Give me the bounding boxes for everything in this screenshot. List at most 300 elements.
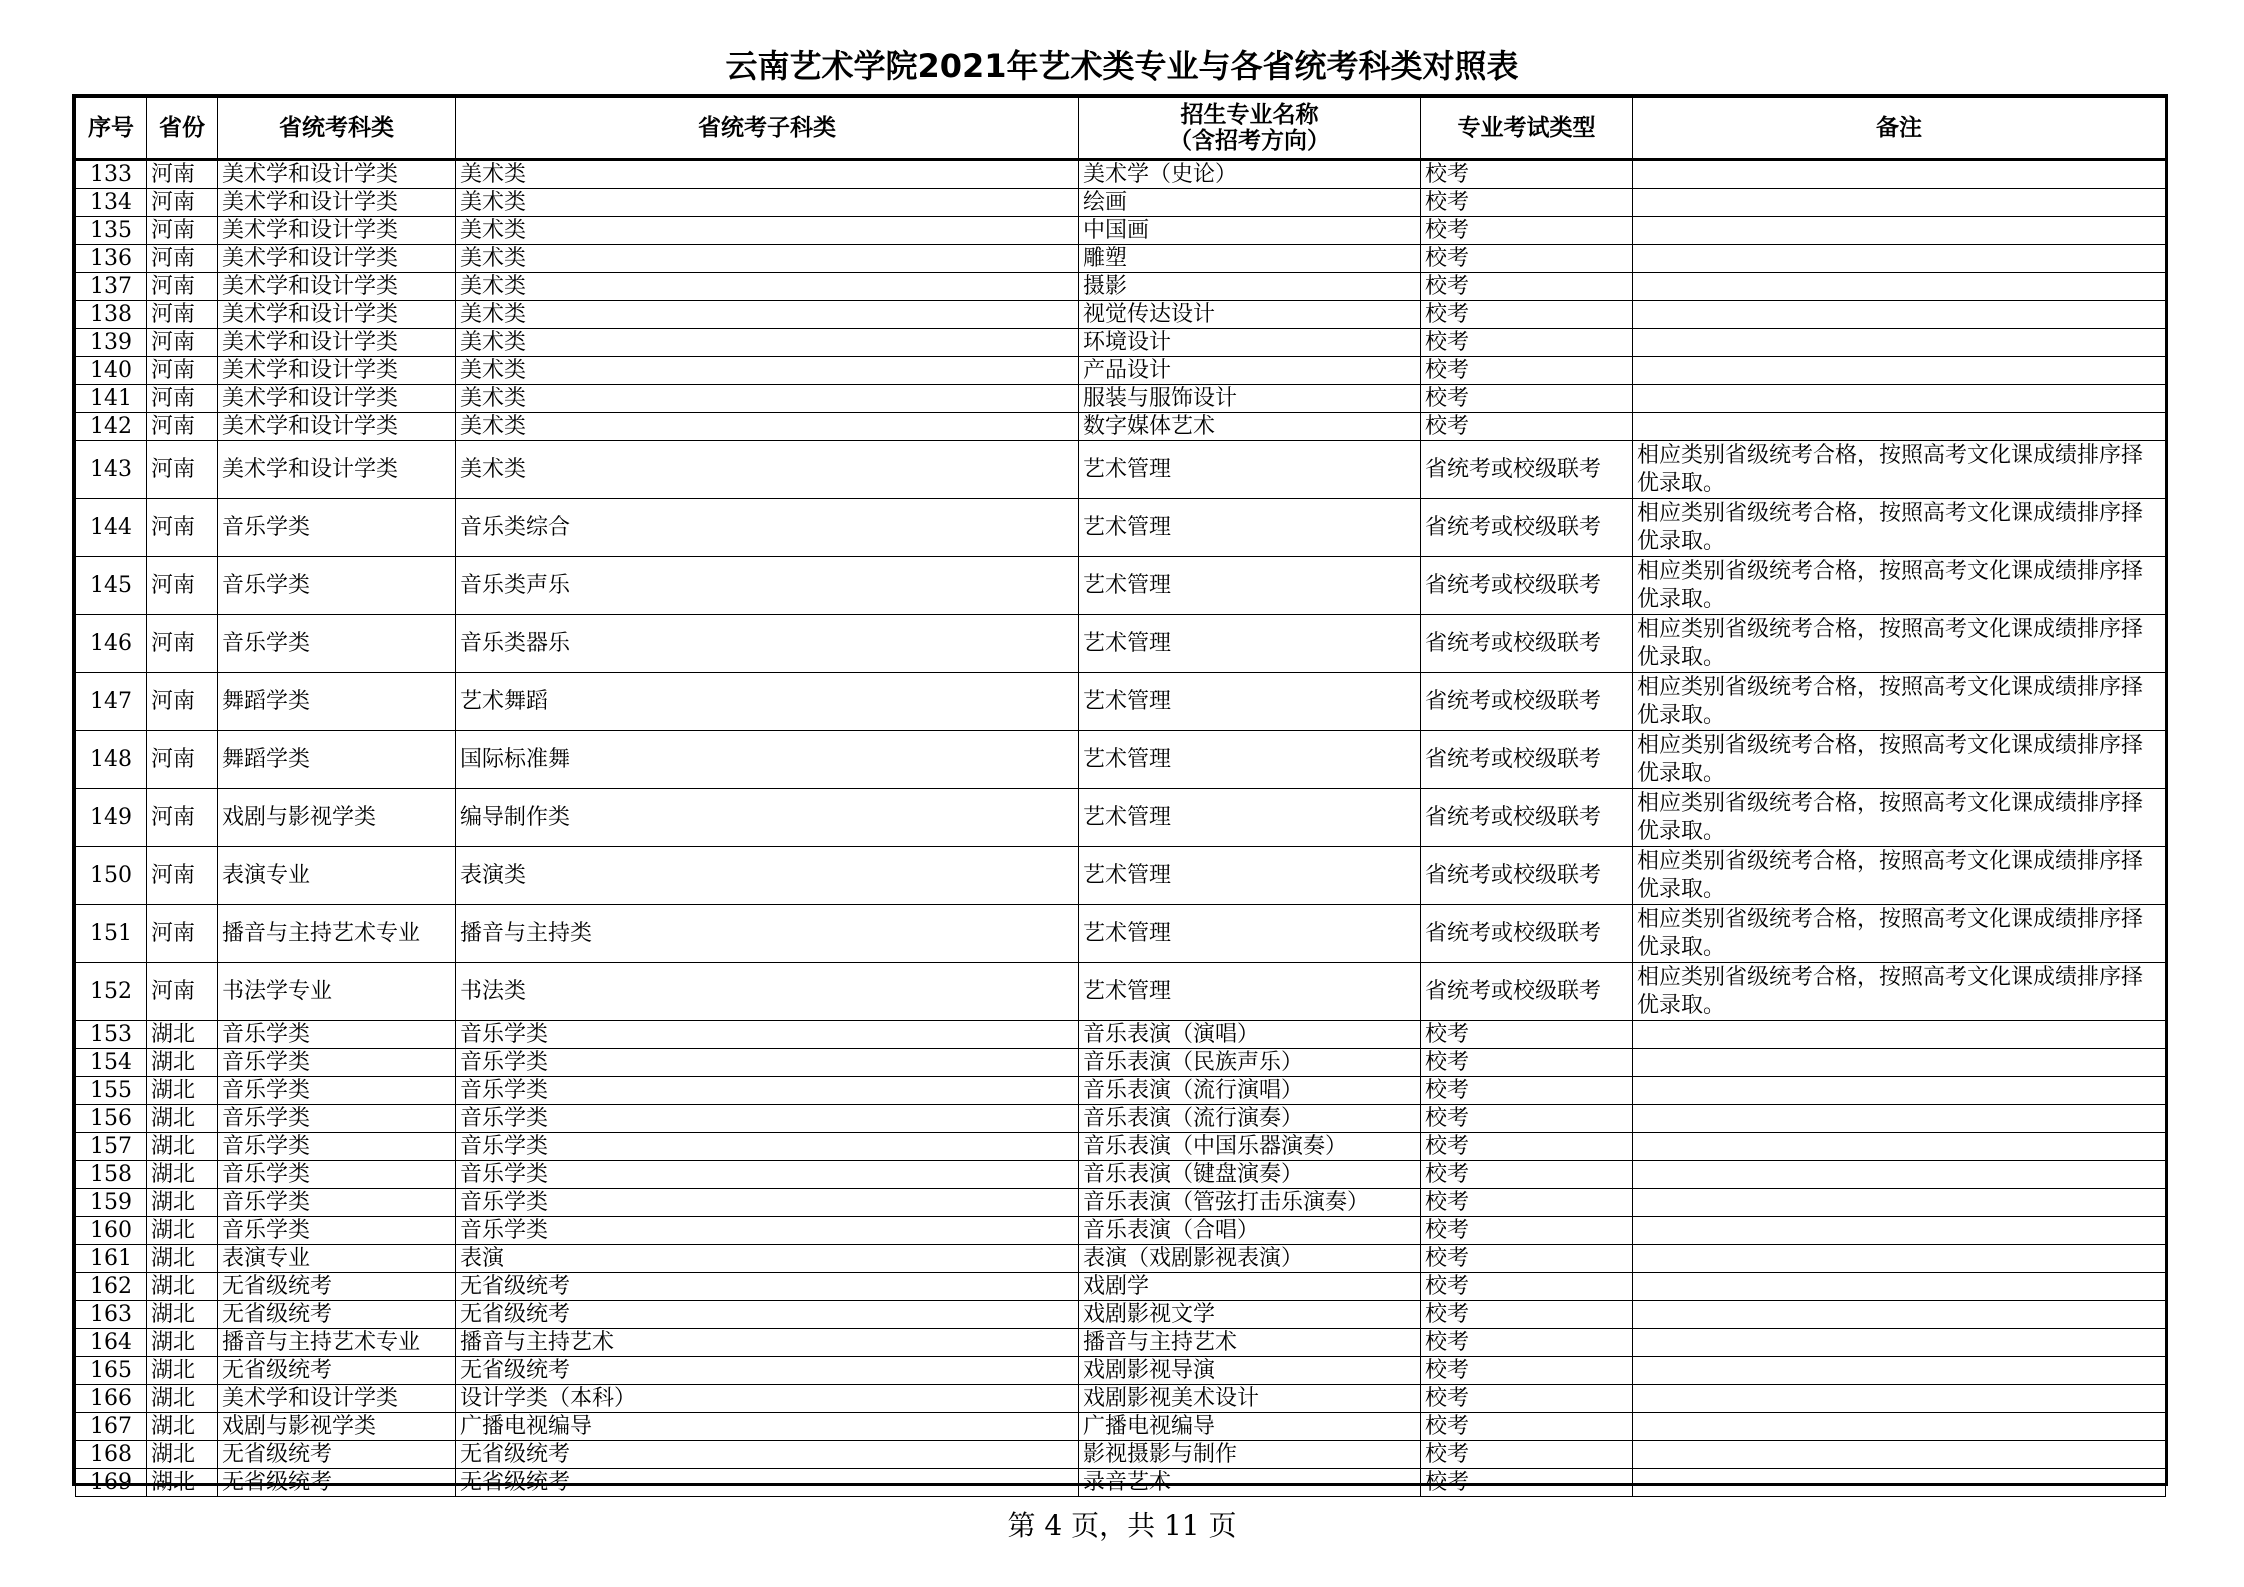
- cell-seq: 136: [76, 245, 147, 273]
- cell-major: 音乐表演（民族声乐）: [1079, 1049, 1421, 1077]
- table-row: [76, 1301, 2166, 1329]
- cell-category: 音乐学类: [218, 1161, 456, 1189]
- cell-major: 戏剧影视美术设计: [1079, 1385, 1421, 1413]
- cell-major: 服装与服饰设计: [1079, 385, 1421, 413]
- cell-major: 音乐表演（合唱）: [1079, 1217, 1421, 1245]
- cell-category: 美术学和设计学类: [218, 1385, 456, 1413]
- cell-remark: [1633, 357, 2166, 385]
- cell-major: 美术学（史论）: [1079, 160, 1421, 189]
- cell-subcategory: 美术类: [456, 413, 1079, 441]
- cell-remark: [1633, 217, 2166, 245]
- cell-category: 表演专业: [218, 847, 456, 905]
- cell-remark: [1633, 245, 2166, 273]
- cell-major: 中国画: [1079, 217, 1421, 245]
- cell-category: 音乐学类: [218, 1077, 456, 1105]
- cell-exam-type: 校考: [1421, 1021, 1633, 1049]
- cell-province: 河南: [147, 441, 218, 499]
- cell-subcategory: 国际标准舞: [456, 731, 1079, 789]
- cell-major: 音乐表演（流行演唱）: [1079, 1077, 1421, 1105]
- cell-seq: 150: [76, 847, 147, 905]
- cell-category: 美术学和设计学类: [218, 189, 456, 217]
- cell-category: 美术学和设计学类: [218, 301, 456, 329]
- cell-seq: 154: [76, 1049, 147, 1077]
- cell-category: 无省级统考: [218, 1357, 456, 1385]
- cell-remark: [1633, 1385, 2166, 1413]
- cell-subcategory: 书法类: [456, 963, 1079, 1021]
- table-row: [76, 1133, 2166, 1161]
- table-row: [76, 963, 2166, 1021]
- cell-major: 产品设计: [1079, 357, 1421, 385]
- header-category: 省统考科类: [218, 98, 456, 160]
- cell-province: 河南: [147, 273, 218, 301]
- cell-subcategory: 美术类: [456, 189, 1079, 217]
- cell-seq: 155: [76, 1077, 147, 1105]
- cell-category: 音乐学类: [218, 499, 456, 557]
- cell-seq: 167: [76, 1413, 147, 1441]
- cell-exam-type: 校考: [1421, 1413, 1633, 1441]
- cell-province: 河南: [147, 615, 218, 673]
- cell-exam-type: 校考: [1421, 1217, 1633, 1245]
- table-row: [76, 1329, 2166, 1357]
- cell-seq: 168: [76, 1441, 147, 1469]
- cell-seq: 135: [76, 217, 147, 245]
- cell-exam-type: 校考: [1421, 385, 1633, 413]
- table-row: [76, 1245, 2166, 1273]
- cell-seq: 144: [76, 499, 147, 557]
- cell-remark: 相应类别省级统考合格，按照高考文化课成绩排序择优录取。: [1633, 615, 2166, 673]
- cell-subcategory: 美术类: [456, 245, 1079, 273]
- cell-major: 艺术管理: [1079, 905, 1421, 963]
- cell-major: 音乐表演（中国乐器演奏）: [1079, 1133, 1421, 1161]
- cell-exam-type: 校考: [1421, 1077, 1633, 1105]
- cell-category: 音乐学类: [218, 1217, 456, 1245]
- cell-province: 湖北: [147, 1021, 218, 1049]
- cell-seq: 141: [76, 385, 147, 413]
- cell-remark: 相应类别省级统考合格，按照高考文化课成绩排序择优录取。: [1633, 673, 2166, 731]
- cell-seq: 157: [76, 1133, 147, 1161]
- cell-category: 播音与主持艺术专业: [218, 905, 456, 963]
- cell-major: 视觉传达设计: [1079, 301, 1421, 329]
- cell-subcategory: 美术类: [456, 301, 1079, 329]
- cell-major: 艺术管理: [1079, 615, 1421, 673]
- cell-province: 河南: [147, 301, 218, 329]
- table-row: [76, 329, 2166, 357]
- cell-category: 无省级统考: [218, 1469, 456, 1497]
- cell-province: 河南: [147, 189, 218, 217]
- cell-subcategory: 艺术舞蹈: [456, 673, 1079, 731]
- cell-exam-type: 省统考或校级联考: [1421, 905, 1633, 963]
- cell-seq: 137: [76, 273, 147, 301]
- table-row: [76, 441, 2166, 499]
- header-seq: 序号: [76, 98, 147, 160]
- table-row: [76, 1385, 2166, 1413]
- cell-subcategory: 音乐学类: [456, 1105, 1079, 1133]
- cell-subcategory: 播音与主持艺术: [456, 1329, 1079, 1357]
- cell-province: 湖北: [147, 1385, 218, 1413]
- cell-province: 河南: [147, 160, 218, 189]
- cell-remark: [1633, 1301, 2166, 1329]
- cell-remark: [1633, 1245, 2166, 1273]
- cell-exam-type: 省统考或校级联考: [1421, 963, 1633, 1021]
- cell-category: 无省级统考: [218, 1441, 456, 1469]
- cell-exam-type: 校考: [1421, 1273, 1633, 1301]
- cell-province: 湖北: [147, 1133, 218, 1161]
- table-header-row: [76, 98, 2166, 160]
- cell-province: 湖北: [147, 1469, 218, 1497]
- cell-province: 湖北: [147, 1357, 218, 1385]
- cell-province: 湖北: [147, 1105, 218, 1133]
- table-row: [76, 1357, 2166, 1385]
- cell-seq: 148: [76, 731, 147, 789]
- cell-exam-type: 校考: [1421, 1301, 1633, 1329]
- cell-category: 戏剧与影视学类: [218, 1413, 456, 1441]
- table-row: [76, 557, 2166, 615]
- cell-exam-type: 校考: [1421, 1049, 1633, 1077]
- header-major-line1: 招生专业名称: [1180, 102, 1319, 128]
- cell-seq: 164: [76, 1329, 147, 1357]
- cell-category: 美术学和设计学类: [218, 160, 456, 189]
- cell-exam-type: 校考: [1421, 357, 1633, 385]
- cell-remark: [1633, 1469, 2166, 1497]
- cell-remark: [1633, 1105, 2166, 1133]
- cell-subcategory: 表演: [456, 1245, 1079, 1273]
- cell-province: 湖北: [147, 1077, 218, 1105]
- table-body: [76, 160, 2166, 1497]
- cell-major: 摄影: [1079, 273, 1421, 301]
- cell-category: 无省级统考: [218, 1301, 456, 1329]
- cell-subcategory: 无省级统考: [456, 1441, 1079, 1469]
- cell-seq: 139: [76, 329, 147, 357]
- cell-category: 美术学和设计学类: [218, 413, 456, 441]
- cell-seq: 146: [76, 615, 147, 673]
- cell-exam-type: 省统考或校级联考: [1421, 731, 1633, 789]
- cell-remark: [1633, 329, 2166, 357]
- cell-major: 音乐表演（键盘演奏）: [1079, 1161, 1421, 1189]
- cell-subcategory: 音乐学类: [456, 1077, 1079, 1105]
- cell-remark: [1633, 1329, 2166, 1357]
- header-major: [1079, 98, 1421, 160]
- cell-exam-type: 校考: [1421, 1329, 1633, 1357]
- cell-remark: [1633, 1133, 2166, 1161]
- cell-remark: [1633, 1357, 2166, 1385]
- cell-category: 音乐学类: [218, 1189, 456, 1217]
- cell-major: 戏剧学: [1079, 1273, 1421, 1301]
- header-province: 省份: [147, 98, 218, 160]
- cell-seq: 159: [76, 1189, 147, 1217]
- cell-exam-type: 校考: [1421, 273, 1633, 301]
- cell-subcategory: 音乐学类: [456, 1133, 1079, 1161]
- cell-seq: 162: [76, 1273, 147, 1301]
- cell-subcategory: 音乐类综合: [456, 499, 1079, 557]
- table-row: [76, 1441, 2166, 1469]
- cell-remark: 相应类别省级统考合格，按照高考文化课成绩排序择优录取。: [1633, 441, 2166, 499]
- cell-remark: [1633, 160, 2166, 189]
- table-row: [76, 1049, 2166, 1077]
- cell-category: 音乐学类: [218, 1133, 456, 1161]
- cell-exam-type: 校考: [1421, 1161, 1633, 1189]
- table-row: [76, 217, 2166, 245]
- cell-exam-type: 省统考或校级联考: [1421, 557, 1633, 615]
- cell-province: 河南: [147, 245, 218, 273]
- cell-province: 河南: [147, 329, 218, 357]
- cell-subcategory: 美术类: [456, 160, 1079, 189]
- cell-province: 湖北: [147, 1245, 218, 1273]
- cell-exam-type: 校考: [1421, 189, 1633, 217]
- cell-province: 湖北: [147, 1441, 218, 1469]
- cell-exam-type: 省统考或校级联考: [1421, 789, 1633, 847]
- cell-remark: [1633, 301, 2166, 329]
- cell-category: 音乐学类: [218, 615, 456, 673]
- cell-major: 艺术管理: [1079, 847, 1421, 905]
- cell-exam-type: 校考: [1421, 1189, 1633, 1217]
- cell-province: 河南: [147, 789, 218, 847]
- cell-province: 湖北: [147, 1301, 218, 1329]
- cell-subcategory: 音乐类声乐: [456, 557, 1079, 615]
- header-major-line2: （含招考方向）: [1169, 128, 1330, 154]
- cell-category: 戏剧与影视学类: [218, 789, 456, 847]
- cell-category: 播音与主持艺术专业: [218, 1329, 456, 1357]
- table-row: [76, 1105, 2166, 1133]
- cell-exam-type: 校考: [1421, 217, 1633, 245]
- cell-province: 湖北: [147, 1329, 218, 1357]
- cell-major: 录音艺术: [1079, 1469, 1421, 1497]
- cell-remark: 相应类别省级统考合格，按照高考文化课成绩排序择优录取。: [1633, 557, 2166, 615]
- cell-major: 表演（戏剧影视表演）: [1079, 1245, 1421, 1273]
- cell-remark: 相应类别省级统考合格，按照高考文化课成绩排序择优录取。: [1633, 731, 2166, 789]
- cell-remark: [1633, 273, 2166, 301]
- cell-major: 艺术管理: [1079, 731, 1421, 789]
- cell-remark: 相应类别省级统考合格，按照高考文化课成绩排序择优录取。: [1633, 789, 2166, 847]
- table-row: [76, 615, 2166, 673]
- cell-seq: 142: [76, 413, 147, 441]
- cell-remark: [1633, 385, 2166, 413]
- cell-category: 舞蹈学类: [218, 673, 456, 731]
- comparison-table-wrapper: [72, 94, 2168, 1495]
- cell-category: 美术学和设计学类: [218, 357, 456, 385]
- cell-subcategory: 美术类: [456, 217, 1079, 245]
- cell-seq: 133: [76, 160, 147, 189]
- table-row: [76, 245, 2166, 273]
- cell-seq: 145: [76, 557, 147, 615]
- cell-exam-type: 校考: [1421, 329, 1633, 357]
- table-row: [76, 847, 2166, 905]
- cell-province: 河南: [147, 557, 218, 615]
- cell-seq: 134: [76, 189, 147, 217]
- cell-subcategory: 音乐学类: [456, 1049, 1079, 1077]
- cell-exam-type: 校考: [1421, 1133, 1633, 1161]
- cell-exam-type: 校考: [1421, 301, 1633, 329]
- cell-remark: [1633, 1273, 2166, 1301]
- table-row: [76, 731, 2166, 789]
- table-row: [76, 789, 2166, 847]
- cell-remark: [1633, 1077, 2166, 1105]
- cell-subcategory: 无省级统考: [456, 1273, 1079, 1301]
- cell-remark: [1633, 1217, 2166, 1245]
- cell-seq: 156: [76, 1105, 147, 1133]
- table-row: [76, 1161, 2166, 1189]
- cell-subcategory: 美术类: [456, 441, 1079, 499]
- cell-remark: [1633, 1161, 2166, 1189]
- cell-province: 河南: [147, 731, 218, 789]
- cell-category: 美术学和设计学类: [218, 385, 456, 413]
- cell-remark: 相应类别省级统考合格，按照高考文化课成绩排序择优录取。: [1633, 963, 2166, 1021]
- cell-subcategory: 无省级统考: [456, 1469, 1079, 1497]
- cell-major: 艺术管理: [1079, 789, 1421, 847]
- table-row: [76, 301, 2166, 329]
- cell-major: 音乐表演（演唱）: [1079, 1021, 1421, 1049]
- cell-remark: [1633, 1021, 2166, 1049]
- cell-province: 湖北: [147, 1217, 218, 1245]
- table-row: [76, 189, 2166, 217]
- table-row: [76, 673, 2166, 731]
- cell-province: 河南: [147, 217, 218, 245]
- comparison-table: [75, 97, 2166, 1497]
- header-exam-type: 专业考试类型: [1421, 98, 1633, 160]
- cell-seq: 152: [76, 963, 147, 1021]
- cell-category: 表演专业: [218, 1245, 456, 1273]
- cell-major: 广播电视编导: [1079, 1413, 1421, 1441]
- cell-major: 绘画: [1079, 189, 1421, 217]
- cell-category: 音乐学类: [218, 1105, 456, 1133]
- table-row: [76, 1021, 2166, 1049]
- cell-exam-type: 校考: [1421, 160, 1633, 189]
- cell-seq: 163: [76, 1301, 147, 1329]
- cell-province: 河南: [147, 905, 218, 963]
- cell-seq: 151: [76, 905, 147, 963]
- table-row: [76, 357, 2166, 385]
- cell-province: 河南: [147, 847, 218, 905]
- cell-province: 河南: [147, 385, 218, 413]
- table-row: [76, 385, 2166, 413]
- table-row: [76, 1469, 2166, 1497]
- table-row: [76, 905, 2166, 963]
- cell-subcategory: 播音与主持类: [456, 905, 1079, 963]
- cell-major: 艺术管理: [1079, 441, 1421, 499]
- cell-major: 艺术管理: [1079, 673, 1421, 731]
- cell-category: 音乐学类: [218, 1021, 456, 1049]
- cell-subcategory: 设计学类（本科）: [456, 1385, 1079, 1413]
- cell-exam-type: 省统考或校级联考: [1421, 499, 1633, 557]
- cell-category: 美术学和设计学类: [218, 329, 456, 357]
- cell-exam-type: 校考: [1421, 245, 1633, 273]
- cell-seq: 140: [76, 357, 147, 385]
- header-remark: 备注: [1633, 98, 2166, 160]
- cell-seq: 158: [76, 1161, 147, 1189]
- cell-subcategory: 美术类: [456, 385, 1079, 413]
- cell-category: 美术学和设计学类: [218, 441, 456, 499]
- header-subcategory: 省统考子科类: [456, 98, 1079, 160]
- table-row: [76, 1273, 2166, 1301]
- cell-subcategory: 美术类: [456, 329, 1079, 357]
- cell-seq: 153: [76, 1021, 147, 1049]
- cell-subcategory: 表演类: [456, 847, 1079, 905]
- page-footer: 第 4 页，共 11 页: [1007, 1509, 1237, 1542]
- cell-exam-type: 校考: [1421, 413, 1633, 441]
- cell-major: 音乐表演（管弦打击乐演奏）: [1079, 1189, 1421, 1217]
- cell-exam-type: 校考: [1421, 1469, 1633, 1497]
- cell-province: 河南: [147, 963, 218, 1021]
- cell-subcategory: 音乐类器乐: [456, 615, 1079, 673]
- cell-seq: 138: [76, 301, 147, 329]
- page-title: 云南艺术学院2021年艺术类专业与各省统考科类对照表: [725, 47, 1519, 85]
- cell-exam-type: 校考: [1421, 1441, 1633, 1469]
- cell-province: 湖北: [147, 1189, 218, 1217]
- table-row: [76, 1217, 2166, 1245]
- cell-province: 湖北: [147, 1413, 218, 1441]
- cell-category: 舞蹈学类: [218, 731, 456, 789]
- cell-category: 音乐学类: [218, 557, 456, 615]
- cell-remark: [1633, 1049, 2166, 1077]
- cell-province: 湖北: [147, 1049, 218, 1077]
- cell-exam-type: 省统考或校级联考: [1421, 441, 1633, 499]
- cell-category: 美术学和设计学类: [218, 217, 456, 245]
- cell-category: 书法学专业: [218, 963, 456, 1021]
- cell-major: 环境设计: [1079, 329, 1421, 357]
- cell-remark: [1633, 1441, 2166, 1469]
- cell-exam-type: 省统考或校级联考: [1421, 673, 1633, 731]
- table-row: [76, 273, 2166, 301]
- cell-subcategory: 音乐学类: [456, 1161, 1079, 1189]
- cell-major: 艺术管理: [1079, 499, 1421, 557]
- cell-major: 戏剧影视文学: [1079, 1301, 1421, 1329]
- cell-category: 美术学和设计学类: [218, 273, 456, 301]
- cell-major: 播音与主持艺术: [1079, 1329, 1421, 1357]
- cell-exam-type: 省统考或校级联考: [1421, 847, 1633, 905]
- cell-province: 河南: [147, 499, 218, 557]
- cell-subcategory: 音乐学类: [456, 1021, 1079, 1049]
- cell-major: 音乐表演（流行演奏）: [1079, 1105, 1421, 1133]
- cell-province: 河南: [147, 357, 218, 385]
- cell-province: 河南: [147, 413, 218, 441]
- cell-major: 戏剧影视导演: [1079, 1357, 1421, 1385]
- table-row: [76, 1077, 2166, 1105]
- cell-category: 美术学和设计学类: [218, 245, 456, 273]
- cell-subcategory: 无省级统考: [456, 1301, 1079, 1329]
- cell-remark: [1633, 1413, 2166, 1441]
- cell-subcategory: 音乐学类: [456, 1189, 1079, 1217]
- cell-major: 雕塑: [1079, 245, 1421, 273]
- cell-exam-type: 校考: [1421, 1245, 1633, 1273]
- cell-province: 湖北: [147, 1161, 218, 1189]
- cell-subcategory: 编导制作类: [456, 789, 1079, 847]
- cell-seq: 160: [76, 1217, 147, 1245]
- cell-seq: 161: [76, 1245, 147, 1273]
- cell-seq: 169: [76, 1469, 147, 1497]
- cell-seq: 147: [76, 673, 147, 731]
- table-row: [76, 499, 2166, 557]
- cell-remark: 相应类别省级统考合格，按照高考文化课成绩排序择优录取。: [1633, 905, 2166, 963]
- cell-major: 数字媒体艺术: [1079, 413, 1421, 441]
- cell-exam-type: 校考: [1421, 1357, 1633, 1385]
- cell-category: 无省级统考: [218, 1273, 456, 1301]
- cell-seq: 143: [76, 441, 147, 499]
- table-row: [76, 413, 2166, 441]
- cell-category: 音乐学类: [218, 1049, 456, 1077]
- cell-remark: 相应类别省级统考合格，按照高考文化课成绩排序择优录取。: [1633, 847, 2166, 905]
- cell-exam-type: 校考: [1421, 1105, 1633, 1133]
- cell-exam-type: 省统考或校级联考: [1421, 615, 1633, 673]
- cell-province: 河南: [147, 673, 218, 731]
- table-row: [76, 1413, 2166, 1441]
- cell-exam-type: 校考: [1421, 1385, 1633, 1413]
- cell-subcategory: 美术类: [456, 357, 1079, 385]
- cell-subcategory: 美术类: [456, 273, 1079, 301]
- cell-seq: 165: [76, 1357, 147, 1385]
- cell-remark: [1633, 189, 2166, 217]
- table-row: [76, 1189, 2166, 1217]
- cell-major: 影视摄影与制作: [1079, 1441, 1421, 1469]
- cell-subcategory: 广播电视编导: [456, 1413, 1079, 1441]
